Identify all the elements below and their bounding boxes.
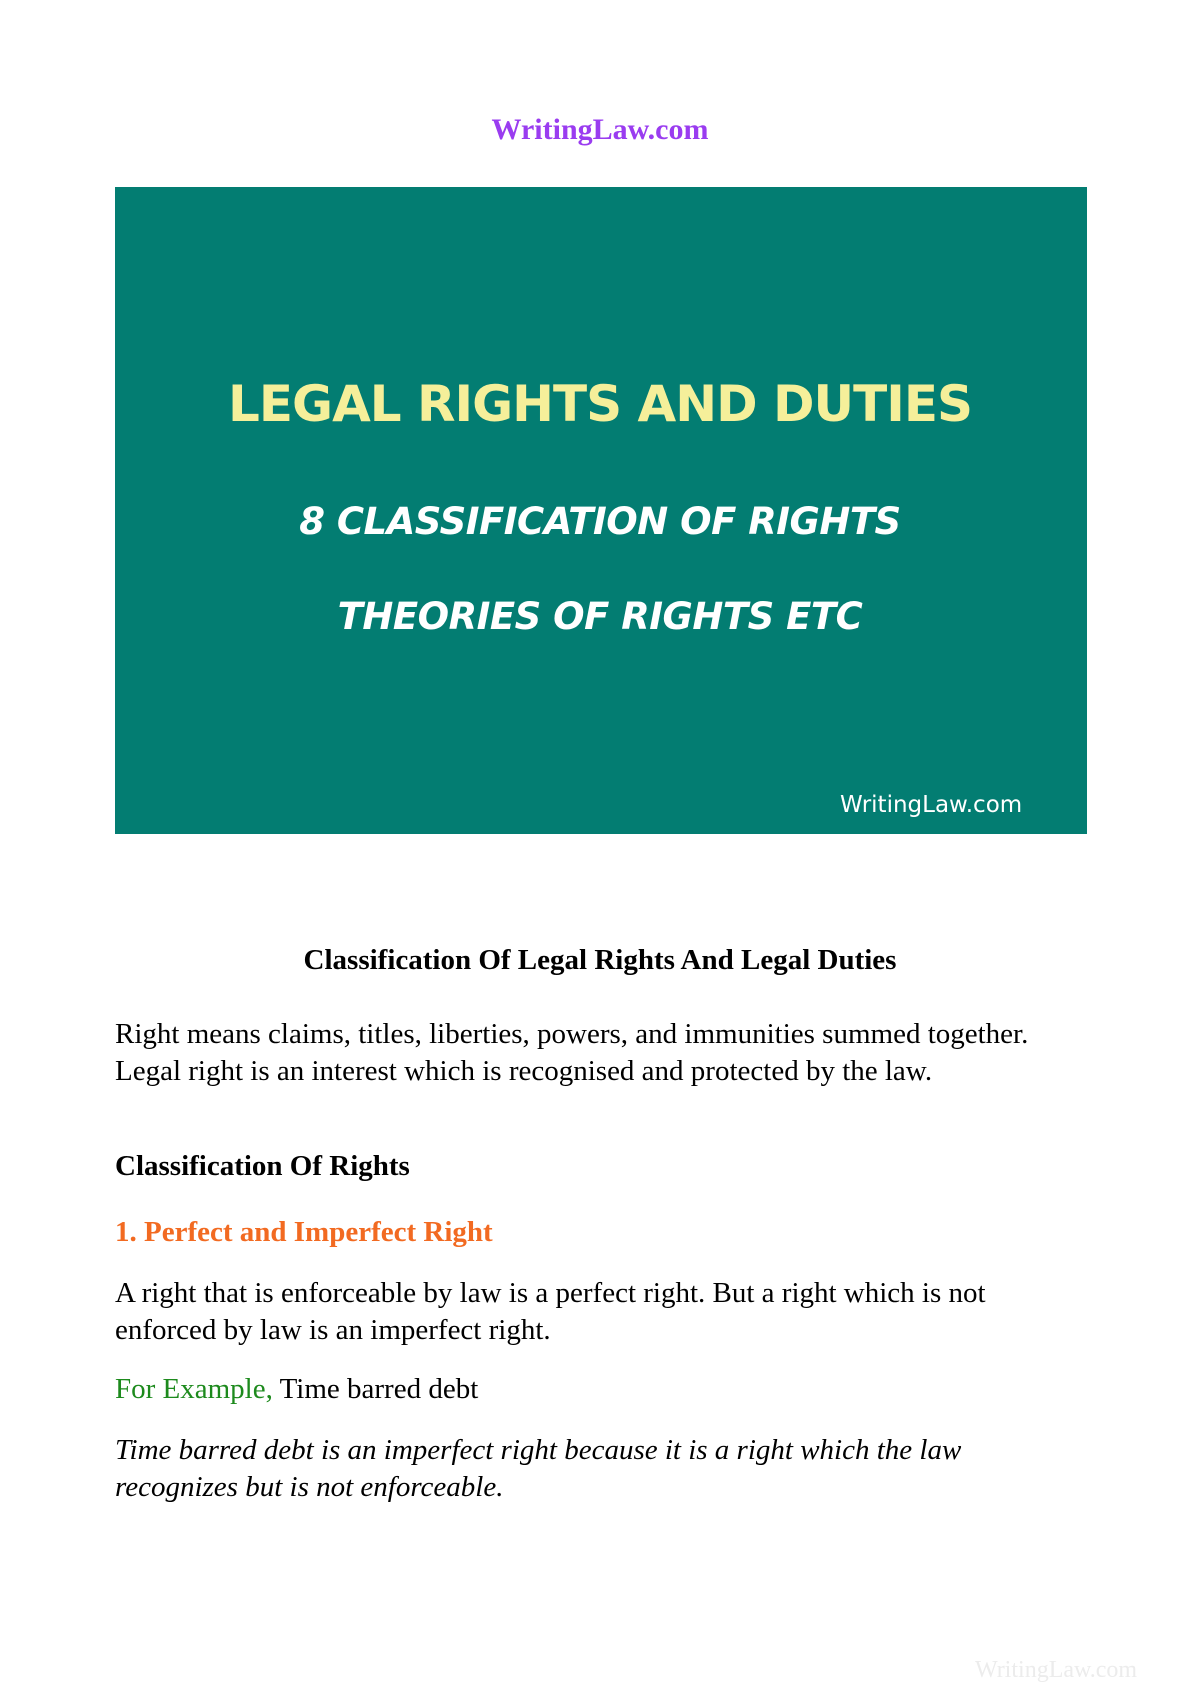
sub-heading-perfect-imperfect: 1. Perfect and Imperfect Right	[115, 1216, 493, 1248]
document-title: Classification Of Legal Rights And Legal Duties	[303, 944, 897, 976]
banner-title: LEGAL RIGHTS AND DUTIES	[228, 375, 972, 433]
example-text: Time barred debt	[272, 1373, 479, 1405]
banner-subtitle-theories: THEORIES OF RIGHTS ETC	[337, 595, 863, 638]
example-label: For Example,	[115, 1373, 273, 1405]
site-header-title: WritingLaw.com	[491, 113, 709, 146]
example-line	[115, 1371, 1090, 1408]
footer-watermark: WritingLaw.com	[975, 1657, 1138, 1683]
note-paragraph: Time barred debt is an imperfect right because it is a right which the law recognizes but is not enforceable.	[115, 1434, 962, 1503]
banner-brand-logo: WritingLaw.com	[840, 792, 1023, 818]
definition-paragraph: A right that is enforceable by law is a perfect right. But a right which is not enforced by law is an imperfect right.	[115, 1277, 986, 1346]
banner-subtitle-classification: 8 CLASSIFICATION OF RIGHTS	[299, 500, 901, 543]
intro-paragraph: Right means claims, titles, liberties, powers, and immunities summed together. Legal right is an interest which is recognised and protected by the law.	[115, 1018, 1029, 1087]
section-heading: Classification Of Rights	[115, 1150, 410, 1182]
